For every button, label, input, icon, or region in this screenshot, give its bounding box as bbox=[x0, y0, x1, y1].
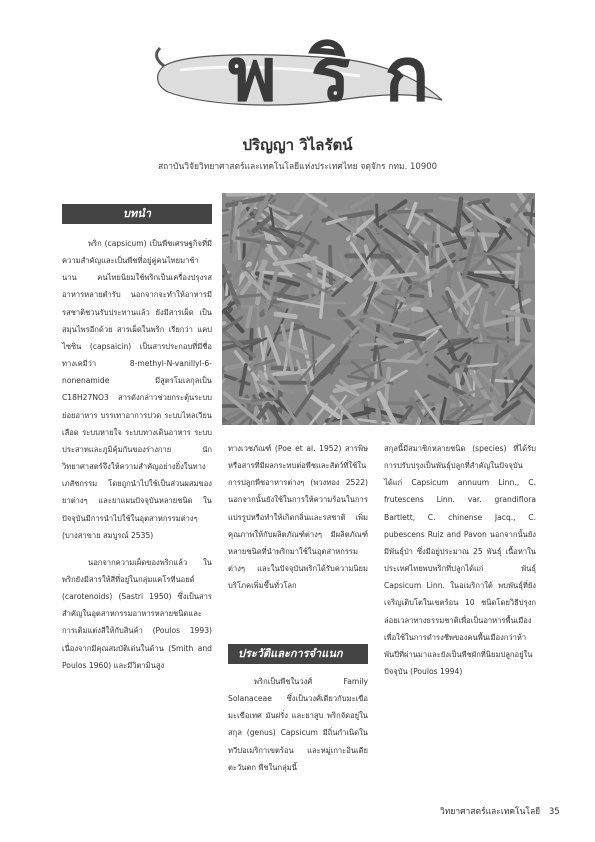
author-name: ปริญญา วิไลรัตน์ bbox=[242, 136, 353, 154]
chili-pod-stroke bbox=[321, 268, 325, 317]
chili-pod-stroke bbox=[461, 421, 480, 424]
history-paragraph: พริกเป็นพืชในวงศ์ Family Solanaceae ซึ่งเป็นวงศ์เดียวกับมะเขือ มะเขือเทศ มันฝรั่ง และยาสูบ พริกจัดอยู่ในสกุล (genus) Capsicum มีถิ่นกำเนิดในทวีปอเมริกาเขตร้อน และหมู่เกาะอินเดียตะวันตก พืชในกลุ่มนี้ bbox=[228, 677, 368, 772]
chili-pod-stroke bbox=[305, 241, 315, 256]
history-heading: ประวัติและการจำแนก bbox=[228, 644, 368, 664]
chili-pod-stroke bbox=[534, 244, 535, 275]
chili-pod-stroke bbox=[468, 345, 512, 347]
intro-paragraph-2: นอกจากความเผ็ดของพริกแล้ว ในพริกยังมีสารให้สีที่อยู่ในกลุ่มแคโรทีนอยด์ (carotenoids) (Sastri 1950) ซึ่งเป็นสารสำคัญในอุตสาหกรรมอาหารหลายชนิดและการเติมแต่งสีให้กับสินค้า (Poulos 1993) เนื่องจากมีคุณสมบัติเด่นในด้าน (Smith and Poulos 1960) และมีวิตามินสูง bbox=[62, 557, 212, 670]
chili-pod-stroke bbox=[264, 272, 294, 274]
chili-pod-stroke bbox=[252, 399, 275, 401]
chili-pod-stroke bbox=[407, 204, 416, 228]
chili-pod-stroke bbox=[464, 373, 472, 394]
chili-pod-stroke bbox=[353, 195, 373, 207]
chili-pod-stroke bbox=[313, 337, 314, 373]
column-2-history bbox=[228, 673, 368, 776]
chili-photo bbox=[222, 193, 535, 425]
title-block bbox=[150, 28, 464, 128]
affiliation: สถาบันวิจัยวิทยาศาสตร์และเทคโนโลยีแห่งประเทศไทย จตุจักร กทม. 10900 bbox=[157, 162, 438, 172]
page-number: 35 bbox=[548, 807, 560, 817]
page-footer bbox=[440, 804, 560, 818]
chili-pod-stroke bbox=[447, 388, 451, 414]
chili-pod-stroke bbox=[515, 418, 535, 425]
column-2-paragraph: ทางเวชภัณฑ์ (Poe et al. 1952) สารพิษหรือสารที่มีผลกระทบต่อพืชและสัตว์ที่ใช้ในการปลูกพืชอาหารต่างๆ (พวงทอง 2522) นอกจากนั้นยังใช้ในการให้ความร้อนในการแปรรูปหรือทำให้เกิดกลิ่นและรสชาติ เพิ่มคุณภาพให้กับผลิตภัณฑ์ต่างๆ มีผลิตภัณฑ์หลายชนิดที่นำพริกมาใช้ในอุตสาหกรรมต่างๆ และในปัจจุบันพริกได้รับความนิยมบริโภคเพิ่มขึ้นทั่วโลก bbox=[228, 444, 368, 591]
intro-paragraph-1: พริก (capsicum) เป็นพืชเศรษฐกิจที่มีความสำคัญและเป็นพืชที่อยู่คู่คนไทยมาช้านาน คนไทยนิยมใช้พริกเป็นเครื่องปรุงรสอาหารหลายตำรับ นอกจากจะทำให้อาหารมีรสชาติชวนรับประทานแล้ว ยังมีสารเผ็ด เป็นสมุนไพรอีกด้วย สารเผ็ดในพริก เรียกว่า แคปไซซิน (capsaicin) เป็นสารประกอบที่มีชื่อทางเคมีว่า 8-methyl-N-vanillyl-6-nonenamide มีสูตรโมเลกุลเป็น C18H27NO3 สารดังกล่าวช่วยกระตุ้นระบบย่อยอาหาร บรรเทาอาการปวด ระบบไหลเวียนเลือด ระบบหายใจ ระบบทางเดินอาหาร ระบบประสาทและภูมิคุ้มกันของร่างกาย นักวิทยาศาสตร์จึงให้ความสำคัญอย่างยิ่งในทางเภสัชกรรม โดยถูกนำไปใช้เป็นส่วนผสมของยาต่างๆ และยาแผนปัจจุบันหลายชนิด ในปัจจุบันมีการนำไปใช้ในอุตสาหกรรมต่างๆ (บางสาขาย สมบูรณ์ 2535) bbox=[62, 239, 212, 540]
chili-pod-stroke bbox=[475, 251, 524, 255]
abstract-heading: บทนำ bbox=[62, 204, 212, 224]
chili-pod-stroke bbox=[247, 308, 251, 327]
chili-pod-stroke bbox=[473, 206, 508, 226]
journal-name: วิทยาศาสตร์และเทคโนโลยี bbox=[440, 807, 541, 817]
chili-pod-stroke bbox=[231, 201, 234, 252]
column-1 bbox=[62, 235, 212, 674]
column-2 bbox=[228, 440, 368, 594]
chili-pod-stroke bbox=[276, 314, 295, 317]
chili-pod-stroke bbox=[285, 391, 312, 425]
chili-photo-texture bbox=[222, 193, 535, 425]
chili-pod-stroke bbox=[458, 199, 462, 230]
chili-pod-stroke bbox=[523, 410, 533, 425]
chili-pod-stroke bbox=[222, 232, 228, 242]
column-3-paragraph: สกุลนี้มีสมาชิกหลายชนิด (species) ที่ได้รับการปรับปรุงเป็นพันธุ์ปลูกที่สำคัญในปัจจุบันได้แก่ Capsicum annuum Linn., C. frutescens Linn. var. grandiflora Bartlett, C. chinense Jacq., C. pubescens Ruiz and Pavon นอกจากนั้นยังมีพันธุ์ป่า ซึ่งมีอยู่ประมาณ 25 พันธุ์ เนื้อหาในประเทศไทยพบพริกที่ปลูกได้แก่ พันธุ์ Capsicum Linn. ในอเมริกาใต้ พบพันธุ์ที่ยังเจริญเติบโตในเขตร้อน 10 ชนิดโดยวิธีปรุงกล่อยเวลาทางธรรมชาติเพื่อเป็นอาหารพื้นเมืองเพื่อใช้ในการดำรงชีพของคนพื้นเมืองกว่าห้าพันปีที่ผ่านมาและยังเป็นพืชผักที่นิยมปลูกอยู่ในปัจจุบัน (Poulos 1994) bbox=[384, 444, 536, 677]
page-title: พริก bbox=[228, 32, 464, 118]
column-3 bbox=[384, 440, 536, 680]
chili-pod-stroke bbox=[344, 361, 371, 362]
